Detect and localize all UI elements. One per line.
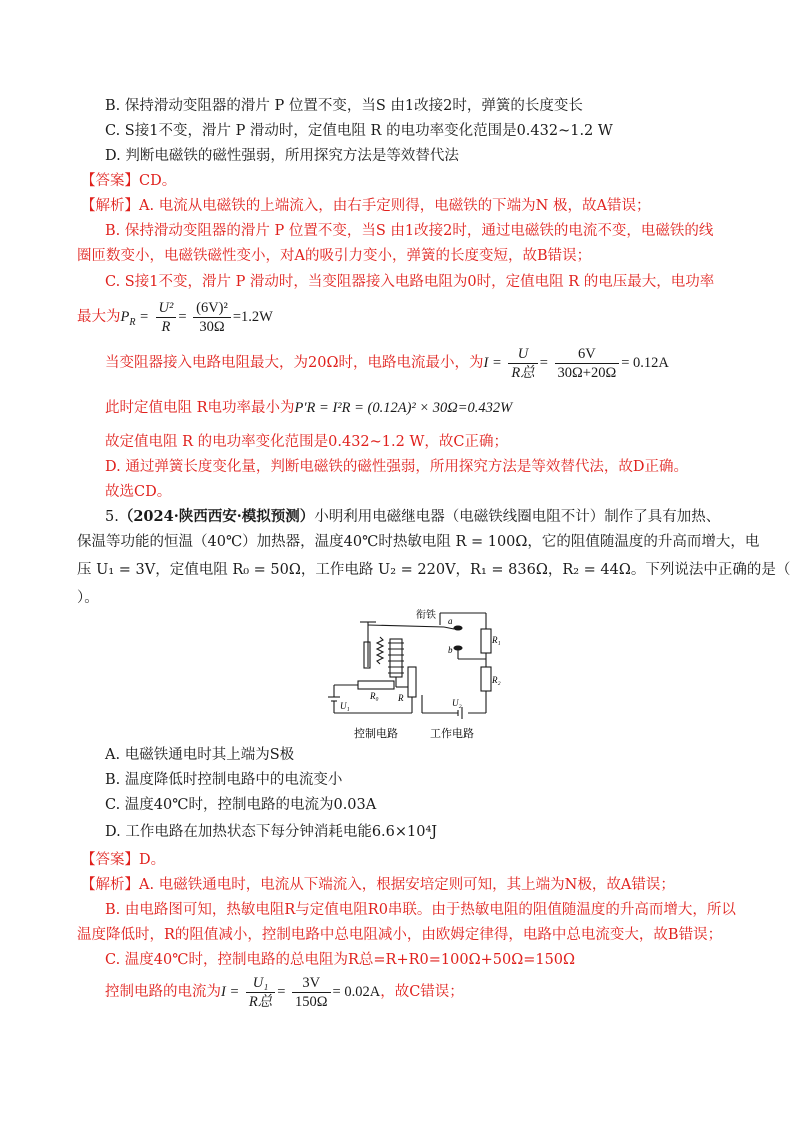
- q5-explanation-a: 【解析】A. 电磁铁通电时，电流从下端流入，根据安培定则可知，其上端为N极，故A错误；: [81, 877, 675, 893]
- q5-source: （2024·陕西西安·模拟预测）: [118, 508, 315, 525]
- label-R: R: [398, 693, 404, 703]
- q5-stem-line3: 压 U₁ = 3V，定值电阻 R₀ = 50Ω，工作电路 U₂ = 220V，R₁ = 836Ω，R₂ = 44Ω。下列说法中正确的是（: [77, 562, 791, 578]
- q5-frac1-numerator: U₁: [246, 974, 275, 993]
- q5-explanation-b-line1: B. 由电路图可知，热敏电阻R与定值电阻R0串联。由于热敏电阻的阻值随温度的升高而增大，所以: [105, 902, 736, 918]
- q4-explanation-b-line1: B. 保持滑动变阻器的滑片 P 位置不变，当S 由1改接2时，通过电磁铁的电流不变，电磁铁的线: [105, 223, 714, 239]
- q5-option-b: B. 温度降低时控制电路中的电流变小: [105, 772, 343, 788]
- label-contact-b: b: [448, 645, 453, 655]
- q4-max-power-prefix: 最大为: [77, 309, 121, 325]
- q5-option-a: A. 电磁铁通电时其上端为S极: [105, 747, 295, 763]
- q4-frac3-denominator: R总: [511, 364, 535, 381]
- label-contact-a: a: [448, 616, 453, 626]
- q4-option-b: B. 保持滑动变阻器的滑片 P 位置不变，当S 由1改接2时，弹簧的长度变长: [105, 98, 583, 114]
- q4-frac1-numerator: U²: [156, 299, 177, 318]
- q4-min-power-formula: P′R = I²R = (0.12A)² × 30Ω=0.432W: [294, 400, 513, 416]
- q4-frac1-denominator: R: [161, 318, 171, 335]
- label-armature: 衔铁: [416, 610, 436, 621]
- q5-current-formula: 控制电路的电流为I = $\frac{\text{U₁}}{\text{R总}}$ = $\frac{3V}{150\Omega}$ = 0.02A，故C错误；: [105, 974, 464, 1010]
- q4-min-current-formula: 当变阻器接入电路电阻最大，为20Ω时，电路电流最小，为I = $\frac{U}{\text{R总}}$ = $\frac{6V}{30\Omega+20\Omega}$ = 0.12A: [105, 345, 669, 381]
- q5-current-result: = 0.02A: [332, 984, 381, 1000]
- q5-stem-line1-text: 小明利用电磁继电器（电磁铁线圈电阻不计）制作了具有加热、: [314, 509, 721, 525]
- q4-frac4-numerator: 6V: [555, 345, 620, 364]
- q4-frac4-denominator: 30Ω+20Ω: [557, 364, 617, 381]
- q4-explanation-a: 【解析】A. 电流从电磁铁的上端流入，由右手定则得，电磁铁的下端为N 极，故A错误；: [81, 198, 651, 214]
- q4-conclusion: 故选CD。: [105, 484, 172, 500]
- q5-current-prefix: 控制电路的电流为: [105, 984, 221, 1000]
- q4-explanation-b-line2: 圈匝数变小，电磁铁磁性变小，对A的吸引力变小，弹簧的长度变短，故B错误；: [77, 248, 592, 264]
- q4-answer: 【答案】CD。: [81, 173, 177, 189]
- q5-circuit-diagram: [320, 607, 501, 747]
- caption-control-circuit: 控制电路: [354, 728, 398, 740]
- q5-frac2-denominator: 150Ω: [295, 993, 328, 1010]
- q4-option-d: D. 判断电磁铁的磁性强弱，所用探究方法是等效替代法: [105, 148, 459, 164]
- q5-stem-line1: [105, 507, 720, 527]
- label-R0: R₀: [370, 691, 379, 701]
- q4-frac3-numerator: U: [508, 345, 537, 364]
- q5-answer: 【答案】D。: [81, 852, 166, 868]
- q4-min-power-line: [105, 398, 512, 418]
- q4-min-power-prefix: 此时定值电阻 R电功率最小为: [105, 400, 295, 416]
- q5-frac1-denominator: R总: [248, 993, 273, 1010]
- q4-min-current-prefix: 当变阻器接入电路电阻最大，为20Ω时，电路电流最小，为: [105, 355, 484, 371]
- q5-number: 5.: [105, 509, 119, 525]
- q5-stem-line4: ）。: [77, 590, 99, 606]
- q4-explanation-c-line1: C. S接1不变，滑片 P 滑动时，当变阻器接入电路电阻为0时，定值电阻 R 的电压最大，电功率: [105, 274, 715, 290]
- label-U1: U₁: [340, 701, 350, 711]
- q5-current-suffix: ，故C错误；: [380, 984, 464, 1000]
- q5-explanation-c-line1: C. 温度40℃时，控制电路的总电阻为R总=R+R0=100Ω+50Ω=150Ω: [105, 952, 576, 968]
- q4-explanation-d: D. 通过弹簧长度变化量，判断电磁铁的磁性强弱，所用探究方法是等效替代法，故D正确。: [105, 459, 688, 475]
- q4-max-power-result: =1.2W: [232, 309, 273, 325]
- q5-frac2-numerator: 3V: [292, 974, 331, 993]
- label-U2: U₂: [452, 698, 462, 708]
- q4-option-c: C. S接1不变，滑片 P 滑动时，定值电阻 R 的电功率变化范围是0.432~1.2 W: [105, 123, 613, 139]
- q5-stem-line2: 保温等功能的恒温（40℃）加热器，温度40℃时热敏电阻 R = 100Ω，它的阻值随温度的升高而增大，电: [77, 534, 760, 550]
- q4-min-current-result: = 0.12A: [621, 355, 669, 371]
- q4-max-power-formula: 最大为$P_R$ = $\frac{\text{U²}}{R}$ = $\frac{\text{(6V)²}}{30\Omega}$ =1.2W: [77, 299, 273, 335]
- label-R2: R₂: [492, 675, 501, 685]
- q4-frac2-numerator: (6V)²: [193, 299, 231, 318]
- q5-option-d: D. 工作电路在加热状态下每分钟消耗电能6.6×10⁴J: [105, 824, 438, 840]
- q5-option-c: C. 温度40℃时，控制电路的电流为0.03A: [105, 797, 377, 813]
- q4-frac2-denominator: 30Ω: [199, 318, 225, 335]
- caption-work-circuit: 工作电路: [430, 728, 474, 740]
- q5-explanation-b-line2: 温度降低时，R的阻值减小，控制电路中总电阻减小，由欧姆定律得，电路中总电流变大，故B错误；: [77, 927, 723, 943]
- label-R1: R₁: [492, 635, 501, 645]
- q4-explanation-c-range: 故定值电阻 R 的电功率变化范围是0.432~1.2 W，故C正确；: [105, 434, 508, 450]
